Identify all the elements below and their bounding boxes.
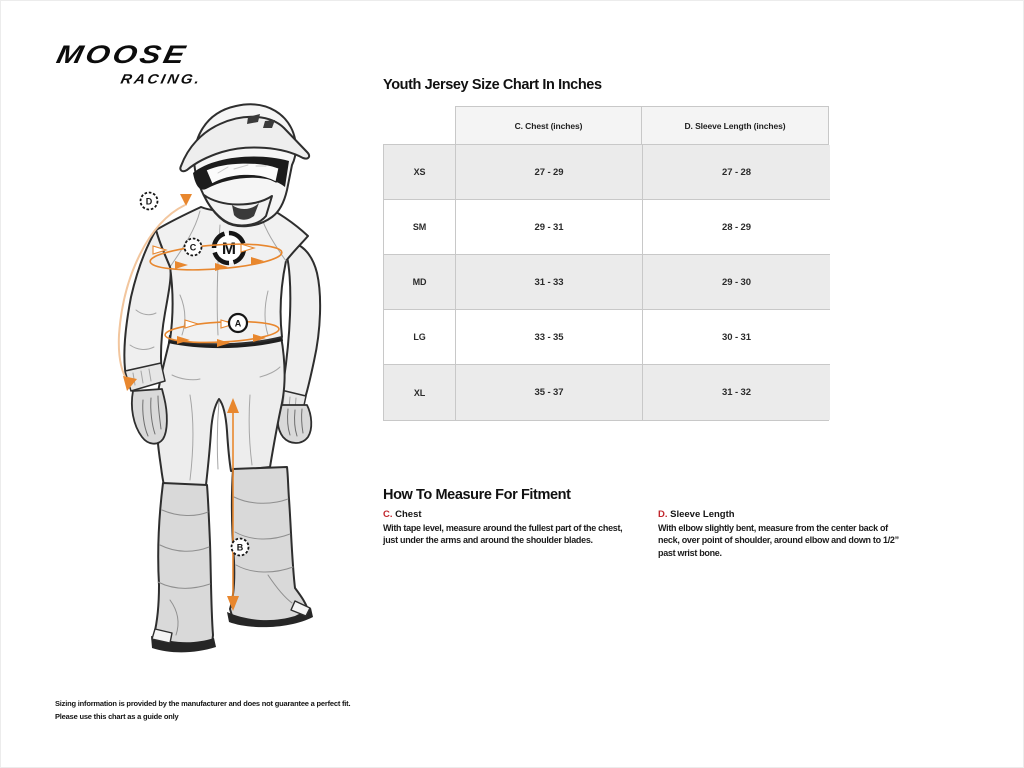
sleeve-value: 27 - 28 (643, 145, 830, 200)
size-table-body (383, 144, 829, 421)
measure-label-chest (383, 509, 622, 520)
measure-key-d: D. (658, 509, 668, 520)
sleeve-value: 28 - 29 (643, 200, 830, 255)
disclaimer-line-1: Sizing information is provided by the manufacturer and does not guarantee a perfect fit. (55, 699, 351, 708)
rider-left-boot (151, 483, 216, 652)
size-table (383, 106, 829, 421)
badge-letter-a: A (234, 318, 242, 329)
badge-letter-d: D (145, 196, 153, 207)
measure-text-chest (383, 522, 622, 547)
measure-label-sleeve (658, 509, 899, 520)
measure-item-chest (383, 509, 622, 547)
chest-value: 31 - 33 (456, 255, 643, 310)
sleeve-value: 29 - 30 (643, 255, 830, 310)
chest-logo-letter: M (221, 239, 237, 258)
size-label: LG (384, 310, 456, 365)
measure-name-chest: Chest (395, 509, 422, 520)
brand-logo-moose: MOOSE (54, 40, 191, 69)
measure-text-sleeve (658, 522, 899, 559)
disclaimer (55, 697, 350, 723)
badge-waist-a (229, 314, 247, 332)
disclaimer-line-2: Please use this chart as a guide only (55, 712, 179, 722)
measure-item-sleeve (658, 509, 899, 559)
measure-text-line: With tape level, measure around the fullest part of the chest, (383, 523, 623, 533)
measure-text-line: just under the arms and around the shoulder blades. (383, 535, 593, 546)
column-header-sleeve: D. Sleeve Length (inches) (642, 106, 829, 144)
chest-moose-logo (214, 233, 244, 263)
column-header-chest: C. Chest (inches) (455, 106, 642, 144)
badge-letter-b: B (236, 542, 244, 553)
measure-text-line: With elbow slightly bent, measure from the center back of (658, 523, 888, 533)
badge-letter-c: C (189, 242, 197, 253)
measure-section-heading: How To Measure For Fitment (383, 487, 571, 503)
brand-logo-racing: RACING. (119, 71, 204, 88)
measure-text-line: past wrist bone. (658, 547, 722, 558)
chest-value: 35 - 37 (456, 365, 643, 420)
size-chart-title: Youth Jersey Size Chart In Inches (383, 77, 602, 93)
chest-value: 33 - 35 (456, 310, 643, 365)
size-label: XS (384, 145, 456, 200)
measure-key-c: C. (383, 509, 393, 520)
rider-figure-illustration (100, 95, 350, 655)
measure-text-line: neck, over point of shoulder, around elbow and down to 1/2” (658, 535, 899, 546)
chest-value: 27 - 29 (456, 145, 643, 200)
size-label: XL (384, 365, 456, 420)
size-label: SM (384, 200, 456, 255)
rider-pants (156, 333, 284, 485)
rider-left-arm (124, 230, 170, 444)
sleeve-arrow-shoulder (180, 194, 192, 206)
measure-name-sleeve: Sleeve Length (670, 509, 735, 520)
brand-logo (50, 40, 210, 88)
size-label: MD (384, 255, 456, 310)
badge-sleeve-d (141, 193, 158, 210)
chest-value: 29 - 31 (456, 200, 643, 255)
sleeve-value: 30 - 31 (643, 310, 830, 365)
badge-chest-c (185, 239, 202, 256)
badge-inseam-b (232, 539, 249, 556)
size-table-header (455, 106, 829, 144)
sleeve-value: 31 - 32 (643, 365, 830, 420)
